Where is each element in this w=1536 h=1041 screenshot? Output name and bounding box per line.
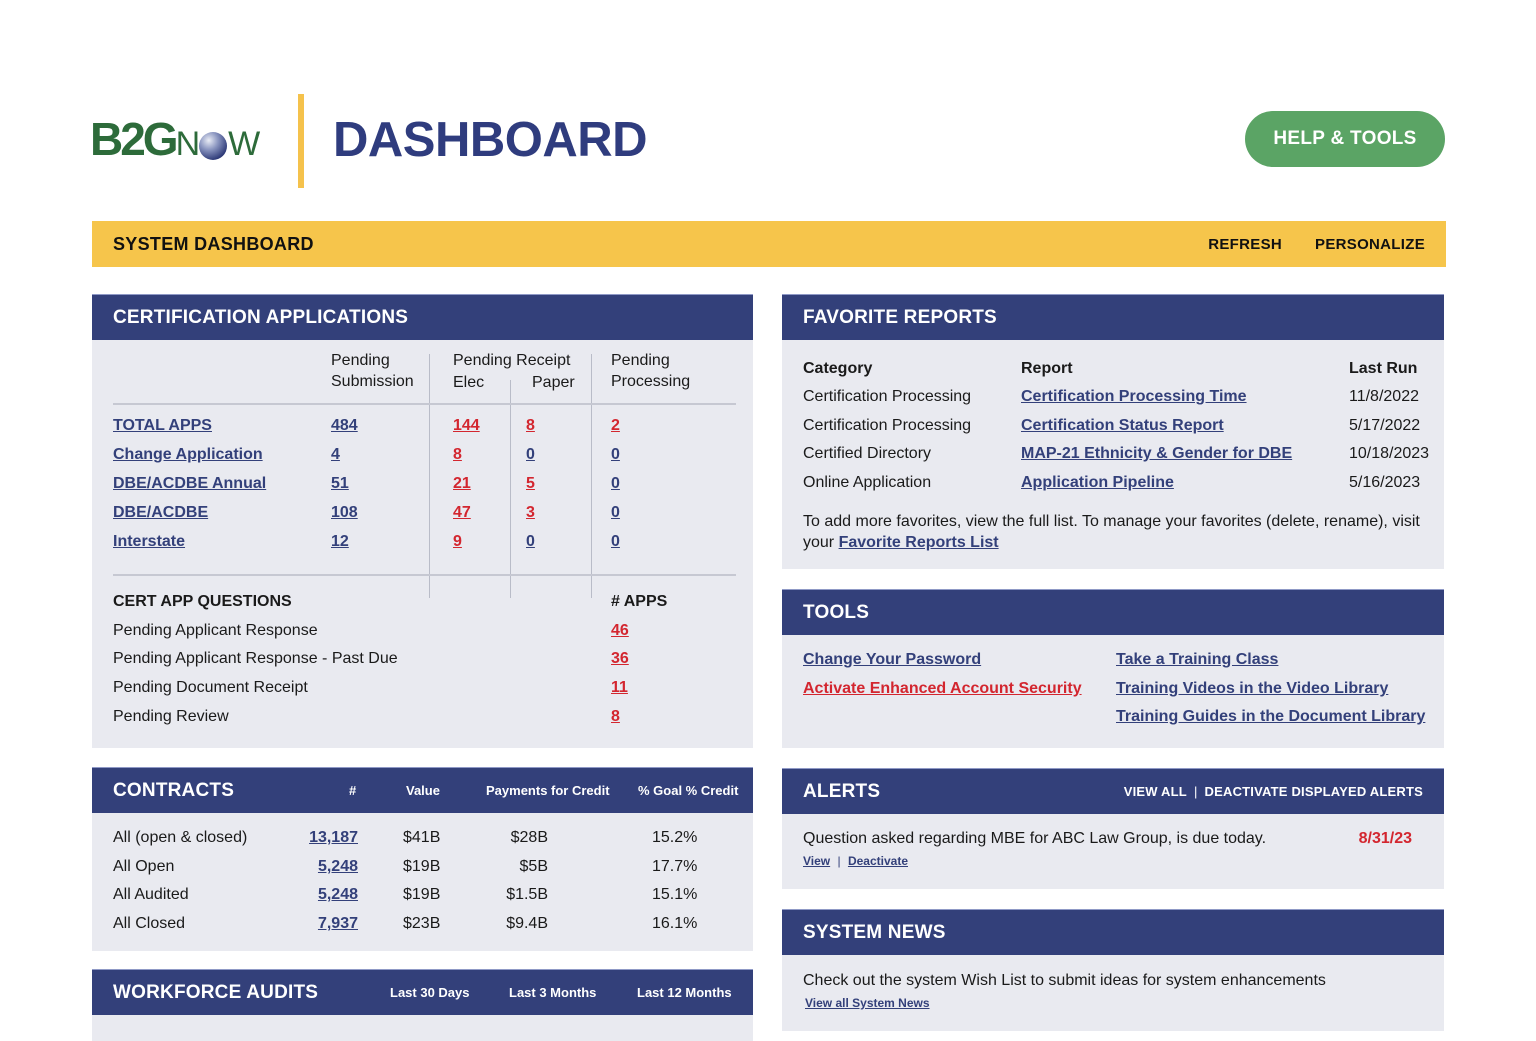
pending-elec-link[interactable]: 47 — [453, 504, 471, 521]
col-header-paper: Paper — [532, 374, 575, 391]
help-tools-button[interactable]: HELP & TOOLS — [1245, 111, 1445, 167]
pending-submission-link[interactable]: 108 — [331, 504, 358, 521]
favorite-reports-list-link[interactable]: Favorite Reports List — [838, 534, 999, 551]
panel-header — [92, 767, 753, 813]
pending-submission-link[interactable]: 51 — [331, 475, 349, 492]
col-header-value: Value — [406, 783, 440, 798]
training-videos-link[interactable]: Training Videos in the Video Library — [1116, 680, 1389, 697]
pending-elec-link[interactable]: 9 — [453, 533, 462, 550]
row-label-link[interactable]: DBE/ACDBE — [113, 504, 209, 521]
report-link[interactable]: Certification Status Report — [1021, 417, 1224, 434]
pending-paper-link[interactable]: 0 — [526, 533, 535, 550]
panel-title: CERTIFICATION APPLICATIONS — [113, 306, 409, 328]
row-label-link[interactable]: TOTAL APPS — [113, 417, 212, 434]
cert-row-change-application — [113, 446, 736, 475]
row-label-link[interactable]: Interstate — [113, 533, 186, 550]
pending-processing-link[interactable]: 0 — [611, 504, 620, 521]
contract-row: All (open & closed) 13,187 $41B $28B 15.2% — [113, 829, 698, 846]
alert-item: Question asked regarding MBE for ABC Law Group, is due today. 8/31/23 View | Deactivate — [803, 830, 1412, 868]
question-row: Pending Document Receipt 11 — [113, 679, 628, 696]
header-divider — [298, 94, 304, 188]
header-separator — [113, 403, 736, 405]
pending-submission-link[interactable]: 484 — [331, 417, 358, 434]
alert-view-link[interactable]: View — [803, 854, 831, 868]
col-header-count: # — [349, 783, 357, 798]
report-link[interactable]: MAP-21 Ethnicity & Gender for DBE — [1021, 445, 1293, 462]
cert-row-interstate — [113, 533, 736, 562]
report-row: Certified Directory MAP-21 Ethnicity & Gender for DBE 10/18/2023 — [803, 445, 1430, 462]
contract-count-link[interactable]: 5,248 — [317, 886, 358, 903]
panel-header — [782, 909, 1444, 955]
col-header-last-30-days: Last 30 Days — [390, 985, 470, 1000]
col-header-goal: % Goal % Credit — [638, 783, 739, 798]
refresh-button[interactable]: REFRESH — [1208, 235, 1283, 253]
question-count-link[interactable]: 11 — [611, 679, 628, 696]
report-link[interactable]: Application Pipeline — [1021, 474, 1174, 491]
col-header-elec: Elec — [453, 374, 485, 391]
pending-paper-link[interactable]: 3 — [526, 504, 535, 521]
panel-header — [92, 969, 753, 1015]
panel-title: FAVORITE REPORTS — [803, 306, 997, 328]
contract-row: All Open 5,248 $19B $5B 17.7% — [113, 858, 698, 875]
pending-processing-link[interactable]: 2 — [611, 417, 620, 434]
pending-submission-link[interactable]: 4 — [331, 446, 340, 463]
pending-elec-link[interactable]: 144 — [453, 417, 480, 434]
row-label-link[interactable]: Change Application — [113, 446, 263, 463]
cert-row-total — [113, 417, 736, 446]
b2gnow-logo[interactable]: B2G N W — [90, 113, 259, 165]
contract-count-link[interactable]: 7,937 — [317, 915, 358, 932]
view-all-news-link[interactable]: View all System News — [805, 996, 930, 1010]
contract-row: All Audited 5,248 $19B $1.5B 15.1% — [113, 886, 698, 903]
pending-processing-link[interactable]: 0 — [611, 533, 620, 550]
panel-header — [92, 294, 753, 340]
report-row: Certification Processing Certification Processing Time 11/8/2022 — [803, 388, 1419, 405]
pending-processing-link[interactable]: 0 — [611, 475, 620, 492]
tools-panel — [782, 589, 1444, 748]
alert-message: Question asked regarding MBE for ABC Law Group, is due today. — [803, 830, 1267, 847]
deactivate-alerts-button[interactable]: DEACTIVATE DISPLAYED ALERTS — [1204, 784, 1423, 799]
panel-title: TOOLS — [803, 601, 870, 623]
panel-title: CONTRACTS — [113, 779, 235, 801]
panel-title: WORKFORCE AUDITS — [113, 981, 319, 1003]
col-header-payments: Payments for Credit — [486, 783, 610, 798]
alerts-panel — [782, 768, 1444, 889]
activate-security-link[interactable]: Activate Enhanced Account Security — [803, 680, 1082, 697]
panel-title: ALERTS — [803, 780, 881, 802]
page-header — [0, 0, 1536, 210]
system-dashboard-title: SYSTEM DASHBOARD — [113, 233, 314, 254]
personalize-button[interactable]: PERSONALIZE — [1315, 235, 1425, 253]
favorites-note: To add more favorites, view the full list. To manage your favorites (delete, rename), visit your Favorite Reports List — [803, 513, 1420, 551]
question-row: Pending Applicant Response - Past Due 36 — [113, 650, 629, 667]
question-count-link[interactable]: 8 — [611, 708, 620, 725]
reports-header: Category Report Last Run — [803, 360, 1418, 377]
contracts-panel — [92, 767, 753, 951]
page-title: DASHBOARD — [333, 113, 647, 167]
pending-paper-link[interactable]: 5 — [526, 475, 535, 492]
question-count-link[interactable]: 36 — [611, 650, 629, 667]
contract-count-link[interactable]: 5,248 — [317, 858, 358, 875]
certification-applications-panel — [92, 294, 753, 748]
favorite-reports-panel — [782, 294, 1444, 569]
change-password-link[interactable]: Change Your Password — [803, 651, 982, 668]
news-message: Check out the system Wish List to submit ideas for system enhancements — [803, 972, 1326, 989]
cert-row-dbe-acdbe — [113, 504, 736, 533]
col-header-pending-receipt: Pending Receipt — [453, 352, 571, 369]
panel-header — [782, 589, 1444, 635]
panel-header: ALERTS VIEW ALL | DEACTIVATE DISPLAYED ALERTS — [782, 768, 1444, 814]
col-header-pending-processing: Pending Processing — [611, 352, 691, 390]
question-row: Pending Applicant Response 46 — [113, 622, 629, 639]
contract-count-link[interactable]: 13,187 — [309, 829, 358, 846]
system-news-panel — [782, 909, 1444, 1031]
training-guides-link[interactable]: Training Guides in the Document Library — [1116, 708, 1426, 725]
question-count-link[interactable]: 46 — [611, 622, 629, 639]
report-row: Online Application Application Pipeline 5/16/2023 — [803, 474, 1421, 491]
col-header-pending-submission: Pending Submission — [331, 352, 414, 390]
questions-header: CERT APP QUESTIONS # APPS — [113, 593, 668, 610]
cert-row-dbe-acdbe-annual — [113, 475, 736, 504]
col-header-last-12-months: Last 12 Months — [637, 985, 732, 1000]
alert-date: 8/31/23 — [1358, 830, 1412, 847]
training-class-link[interactable]: Take a Training Class — [1116, 651, 1279, 668]
panel-title: SYSTEM NEWS — [803, 921, 946, 943]
col-header-last-3-months: Last 3 Months — [509, 985, 597, 1000]
pending-elec-link[interactable]: 8 — [453, 446, 462, 463]
system-dashboard-bar — [92, 221, 1446, 267]
question-row: Pending Review 8 — [113, 708, 620, 725]
panel-header — [782, 294, 1444, 340]
report-link[interactable]: Certification Processing Time — [1021, 388, 1247, 405]
view-all-alerts-button[interactable]: VIEW ALL — [1123, 784, 1187, 799]
globe-icon — [199, 132, 227, 160]
contract-row: All Closed 7,937 $23B $9.4B 16.1% — [113, 915, 698, 932]
pending-elec-link[interactable]: 21 — [453, 475, 471, 492]
pending-paper-link[interactable]: 0 — [526, 446, 535, 463]
row-label-link[interactable]: DBE/ACDBE Annual — [113, 475, 267, 492]
pending-processing-link[interactable]: 0 — [611, 446, 620, 463]
pending-paper-link[interactable]: 8 — [526, 417, 535, 434]
section-separator — [113, 574, 736, 576]
workforce-audits-panel — [92, 969, 753, 1041]
alert-deactivate-link[interactable]: Deactivate — [847, 854, 908, 868]
report-row: Certification Processing Certification Status Report 5/17/2022 — [803, 417, 1421, 434]
pending-submission-link[interactable]: 12 — [331, 533, 349, 550]
